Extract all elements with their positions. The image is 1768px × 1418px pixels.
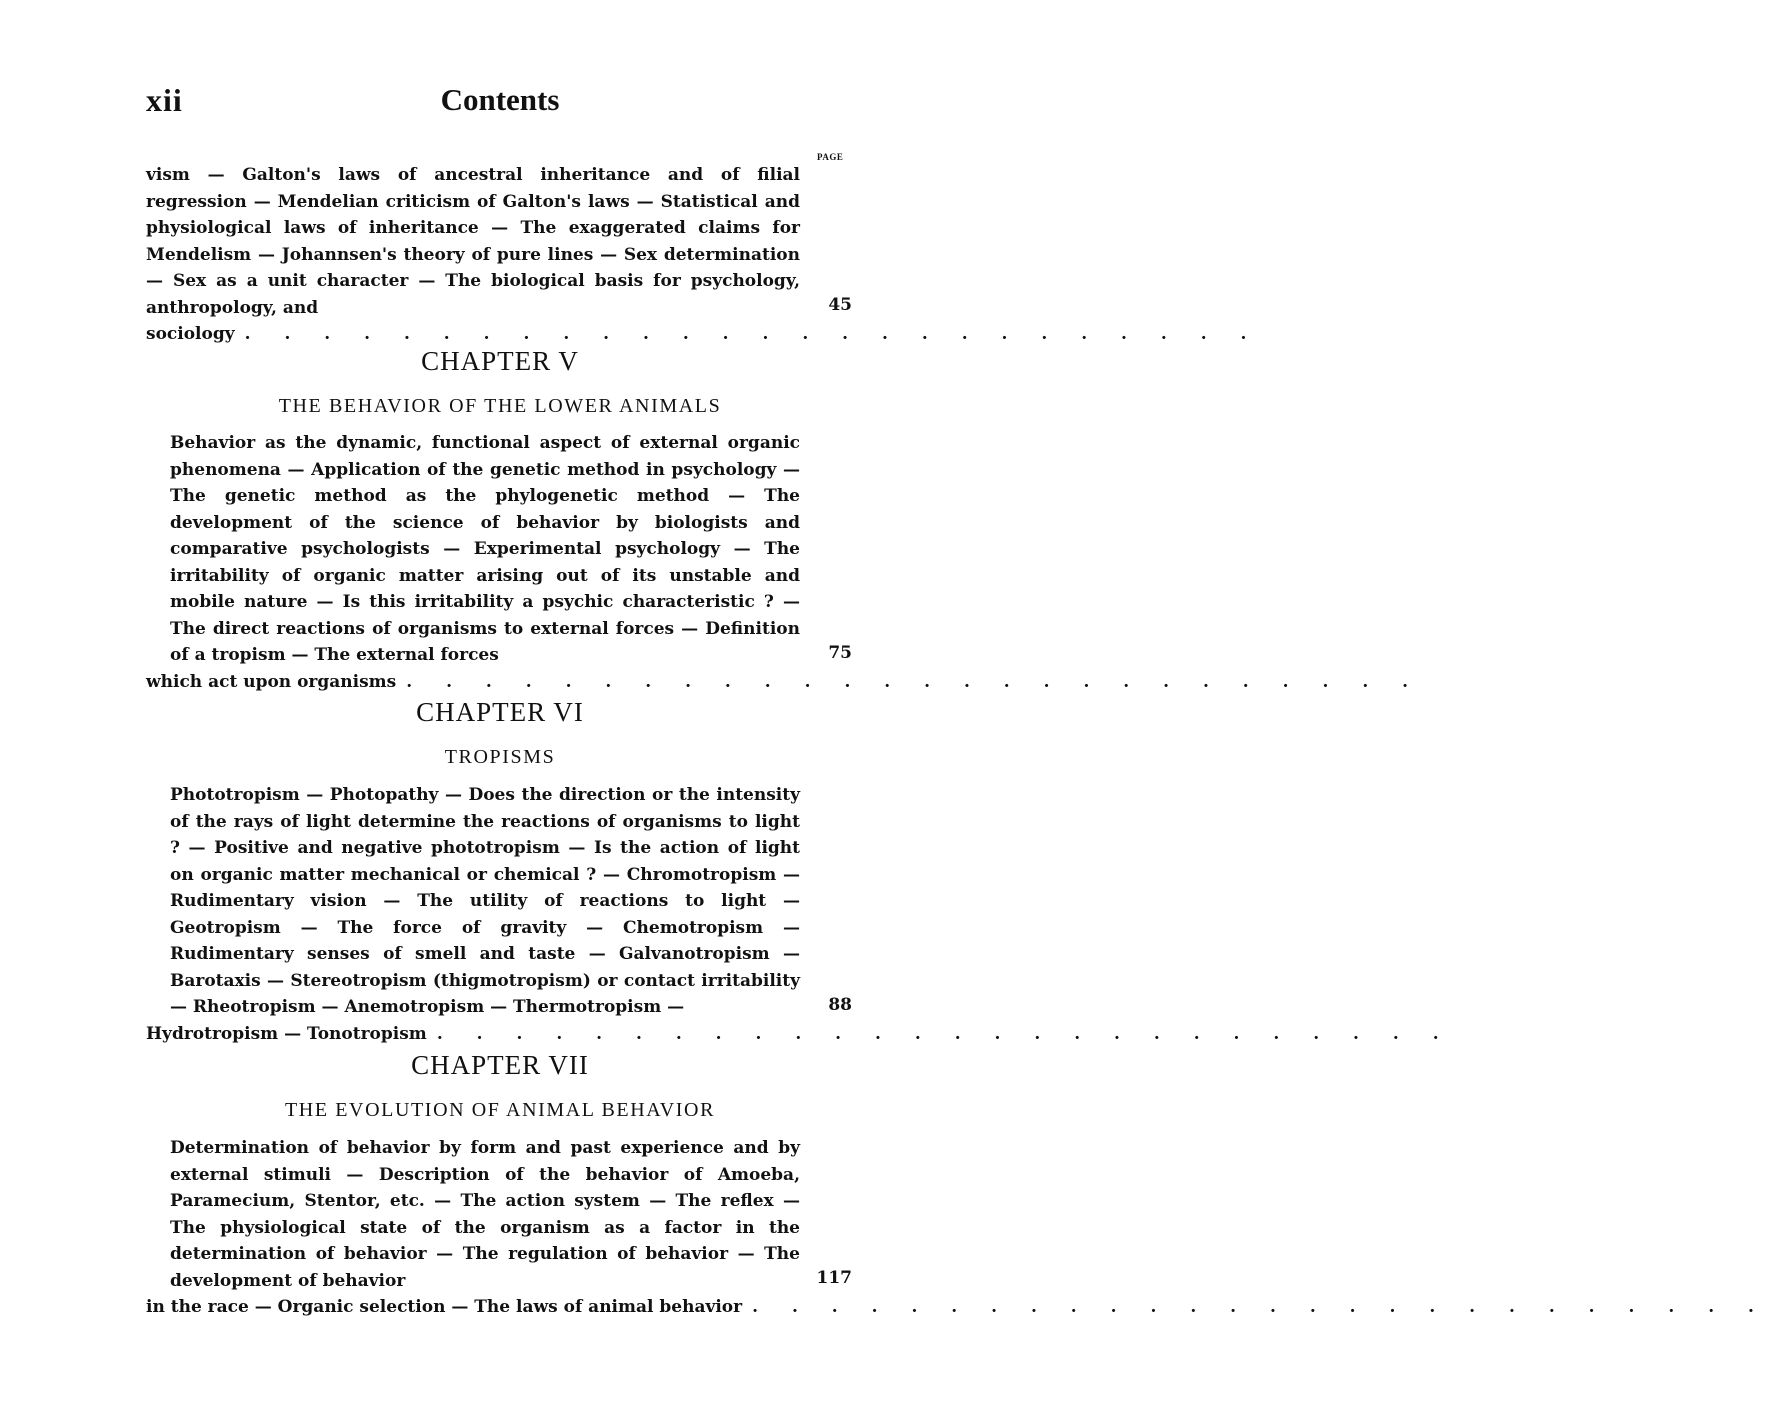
chapter-title: THE EVOLUTION OF ANIMAL BEHAVIOR [284, 1099, 716, 1121]
dot-leader: . . . . . . . . . . . . . . . . . . . . . . . . . . [244, 324, 1261, 344]
dot-leader: . . . . . . . . . . . . . . . . . . . . . . . . . . [752, 1297, 1768, 1317]
entry-last-line-text: Hydrotropism — Tonotropism [146, 1023, 427, 1044]
entry-last-line-text: in the race — Organic selection — The laws of animal behavior [146, 1297, 743, 1317]
entry-summary: Determination of behavior by form and past experience and by external stimuli — Description of the behavior of Amoeba, Paramecium, Stentor, etc. — The action system — The reflex — The physiological state of the organism as a factor in the determination of behavior — The regulation of behavior — The development of behavior [170, 1138, 800, 1291]
entry-last-line-text: sociology [146, 324, 235, 344]
running-title: Contents [440, 82, 560, 117]
entry-page-number: 45 [828, 295, 852, 315]
entry-last-line [146, 669, 1423, 696]
chapter-title: TROPISMS [444, 746, 556, 768]
entry-last-line [146, 1021, 1453, 1048]
page-column-label: PAGE [817, 152, 844, 162]
chapter-title: THE BEHAVIOR OF THE LOWER ANIMALS [278, 395, 722, 417]
entry-summary: Phototropism — Photopathy — Does the direction or the intensity of the rays of light determine the reactions of organisms to light ? — Positive and negative phototropism — Is the action of light on organic matter mechanical or chemical ? — Chromotropism — Rudimentary vision — The utility of reactions to light — Geotropism — The force of gravity — Chemotropism — Rudimentary senses of smell and taste — Galvanotropism — Barotaxis — Stereotropism (thigmotropism) or contact irritability — Rheotropism — Anemotropism — Thermotropism — [170, 785, 800, 1017]
entry-page-number: 75 [828, 643, 852, 663]
page-folio: xii [146, 82, 183, 118]
entry-last-line-text: which act upon organisms [146, 671, 397, 692]
entry-page-number: 88 [828, 995, 852, 1015]
chapter-label: CHAPTER V [421, 346, 579, 376]
dot-leader: . . . . . . . . . . . . . . . . . . . . . . . . . . [406, 671, 1423, 692]
chapter-label: CHAPTER VI [416, 697, 584, 727]
entry-last-line [146, 321, 1261, 348]
entry-page-number: 117 [816, 1268, 852, 1288]
chapter-label: CHAPTER VII [411, 1050, 589, 1080]
dot-leader: . . . . . . . . . . . . . . . . . . . . . . . . . . [436, 1023, 1453, 1044]
page-header [0, 82, 1000, 126]
entry-summary: Behavior as the dynamic, functional aspect of external organic phenomena — Application of the genetic method in psychology — The genetic method as the phylogenetic method — The development of the science of behavior by biologists and comparative psychologists — Experimental psychology — The irritability of organic matter arising out of its unstable and mobile nature — Is this irritability a psychic characteristic ? — The direct reactions of organisms to external forces — Definition of a tropism — The external forces [170, 433, 800, 665]
entry-summary: vism — Galton's laws of ancestral inheritance and of filial regression — Mendelian criticism of Galton's laws — Statistical and physiological laws of inheritance — The exaggerated claims for Mendelism — Johannsen's theory of pure lines — Sex determination — Sex as a unit character — The biological basis for psychology, anthropology, and [146, 165, 800, 318]
entry-last-line [146, 1294, 1768, 1321]
